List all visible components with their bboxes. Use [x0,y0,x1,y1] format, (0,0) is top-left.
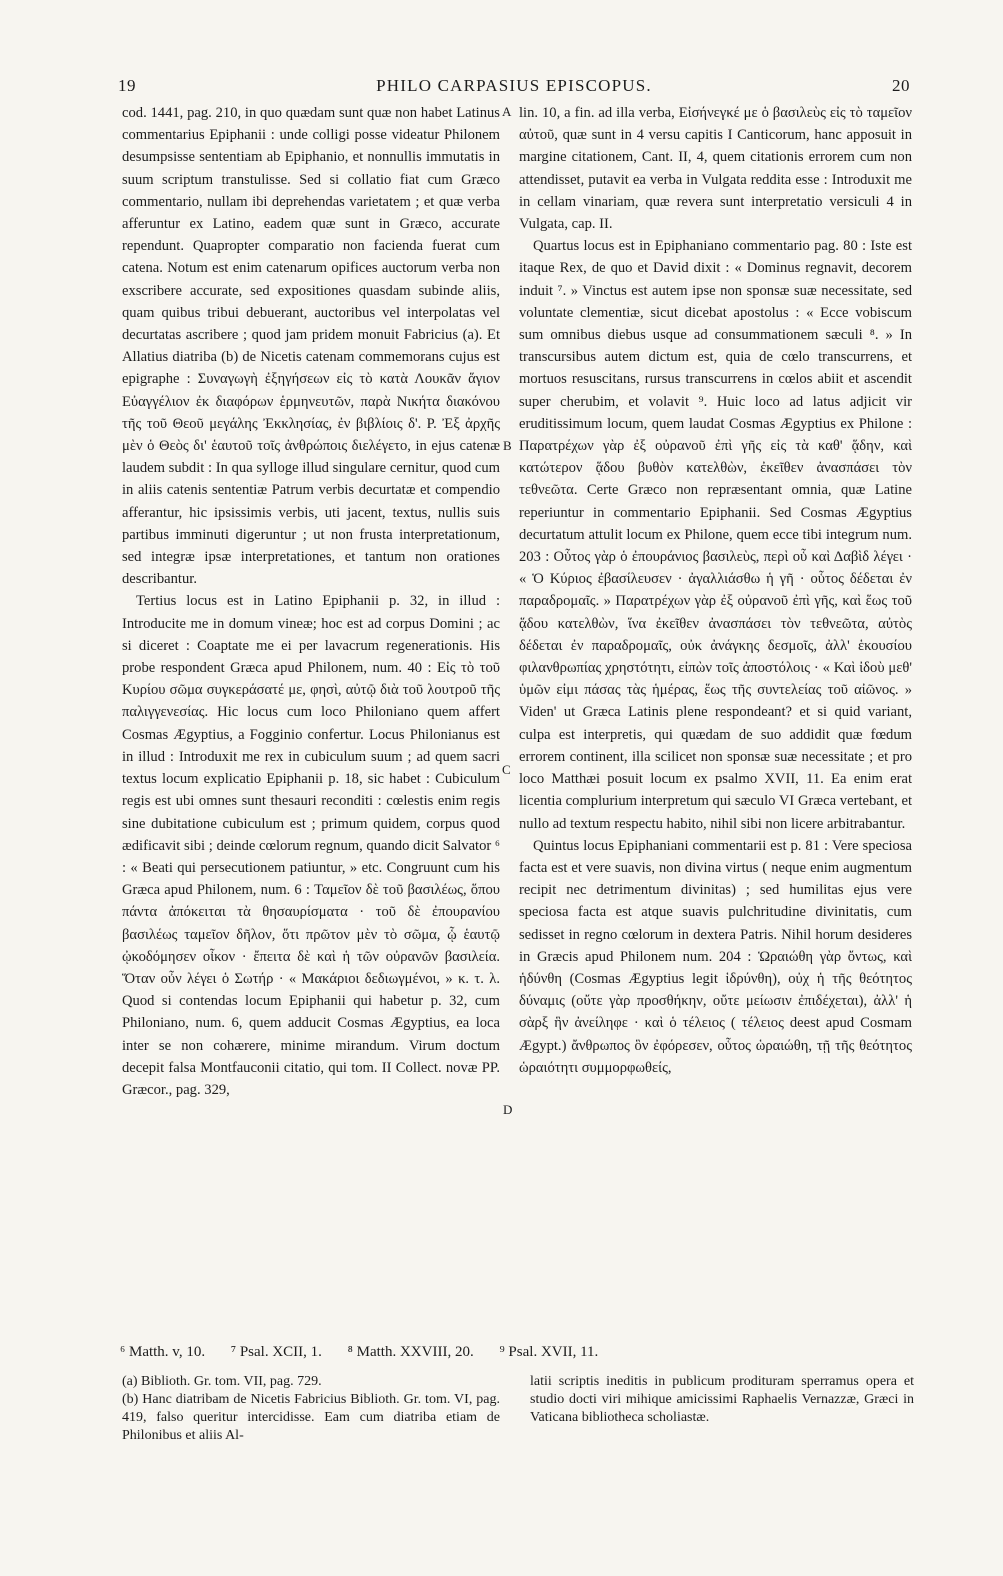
running-title: PHILO CARPASIUS EPISCOPUS. [376,76,652,95]
footnote: (a) Biblioth. Gr. tom. VII, pag. 729. [122,1374,322,1389]
footnotes-right [530,1373,914,1427]
left-column [122,102,500,1101]
section-marker-b: B [503,438,512,453]
section-marker-a: A [502,104,512,119]
footnote: latii scriptis ineditis in publicum prodituram sperramus opera et studio docti viri mihique amicissimi Raphaelis Vernazzæ, Græci in Vaticana bibliotheca scholiastæ. [530,1374,914,1425]
page-number-left: 19 [118,76,136,95]
reference: ⁹ Psal. XVII, 11. [499,1344,599,1360]
page-number-right: 20 [892,76,910,95]
reference: ⁸ Matth. XXVIII, 20. [347,1344,474,1360]
paragraph: cod. 1441, pag. 210, in quo quædam sunt quæ non habet Latinus commentarius Epiphanii : unde colligi posse videatur Philonem desumpsisse sententiam ab Epiphanio, et nonnullis immutatis in suum scriptum transtulisse. Sed si collatio fiat cum Græco commentario, nullam ibi deprehendas varietatem ; et quæ verba afferuntur ex Latino, eadem quæ sunt in Græco, accurate rependunt. Quapropter comparatio non facienda fuerat cum catena. Notum est enim catenarum opifices auctorum verba non exscribere accurate, sed expositiones quasdam subinde aliis, quam quibus tribui debuerant, auctoribus vel interpolatas vel decurtatas ascribere ; quod jam pridem monuit Fabricius (a). Et Allatius diatriba (b) de Nicetis catenam commemorans cujus est epigraphe : Συναγωγὴ ἐξηγήσεων εἰς τὸ κατὰ Λουκᾶν ἅγιον Εὐαγγέλιον ἐκ διαφόρων ἑρμηνευτῶν, παρὰ Νικήτα διακόνου τῆς τοῦ Θεοῦ μεγάλης Ἐκκλησίας, ἐν βιβλίοις δ'. P. Ἐξ ἀρχῆς μὲν ὁ Θεὸς δι' ἑαυτοῦ τοῖς ἀνθρώποις διελέγετο, in ejus catenæ laudem subdit : In qua sylloge illud singulare cernitur, quod cum in aliis catenis sententiæ Patrum verbis decurtatæ et compendio afferantur, hic ipsissimis verbis, uti jacent, textus, nullis suis partibus imminuti digeruntur ; ut non frusta interpretationum, sed integræ ipsæ interpretationes, et tantum non orationes describantur. [122,105,500,588]
reference: ⁶ Matth. v, 10. [120,1344,206,1360]
paragraph: lin. 10, a fin. ad illa verba, Εἰσήνεγκέ με ὁ βασιλεὺς εἰς τὸ ταμεῖον αὐτοῦ, quæ sunt in 4 versu capitis I Canticorum, hanc apposuit in margine citationem, Cant. II, 4, quem citationis errorem cum non attendisset, putavit ea verba in Vulgata reddita esse : Introduxit me in cellam vinariam, quæ revera sunt interpretatio versiculi 4 in Vulgata, cap. II. [519,105,912,233]
running-header [118,76,910,98]
section-marker-c: C [502,762,511,777]
paragraph: Quartus locus est in Epiphaniano commentario pag. 80 : Iste est itaque Rex, de quo et David dixit : « Dominus regnavit, decorem induit ⁷. » Vinctus est autem ipse non sponsæ suæ necessitate, sed voluntate clementiæ, sicut dicebat apostolus : « Ecce vobiscum sum omnibus diebus usque ad consummationem sæculi ⁸. » In transcursibus autem dictum est, quia de cœlo transcurrens, et mortuos resuscitans, rursus transcurrens in cœlos abiit et ascendit super cherubim, et volavit ⁹. Huic loco ad latus adjicit vir eruditissimum locum, quem laudat Cosmas Ægyptius ex Philone : Παρατρέχων γὰρ ἐξ οὐρανοῦ ἐπὶ γῆς εἰς τὰ καθ' ᾅδην, καὶ κατώτερον ᾅδου βυθὸν κατελθὼν, ἐκεῖθεν ἀνασπάσει τὸν τεθνεῶτα. Certe Græco non repræsentant omnia, quæ Latine reperiuntur in commentario Epiphanii. Sed Cosmas Ægyptius decurtatum attulit locum ex Philone, quem ecce tibi integrum num. 203 : Οὗτος γὰρ ὁ ἐπουράνιος βασιλεὺς, περὶ οὗ καὶ Δαβὶδ λέγει · « Ὁ Κύριος ἐβασίλευσεν · ἀγαλλιάσθω ἡ γῆ · οὗτος δέδεται ἐν παραδρομαῖς. » Παρατρέχων γὰρ ἐξ οὐρανοῦ ἐπὶ γῆς, καὶ ἕως τοῦ ᾅδου κατελθὼν, ἵνα ἐκεῖθεν ἀνασπάσει τὸν τεθνεῶτα, αὐτὸς δέδεται ἐν παραδρομαῖς, οὐκ ἀνάγκης δεσμοῖς, ἀλλ' ἑκουσίου φιλανθρωπίας χρηστότητι, εἰπὼν τοῖς ἀποστόλοις · « Καὶ ἰδοὺ μεθ' ὑμῶν εἰμι πάσας τὰς ἡμέρας, ἕως τῆς συντελείας τοῦ αἰῶνος. » Viden' ut Græca Latinis plene respondeant? et si quid variant, culpa est interpretis, qui quædam de suo addidit quæ fœdum errorem continent, illa scilicet non sponsæ suæ necessitate ; et pro loco Matthæi posuit locum ex psalmo XVII, 11. Ea enim erat licentia complurium interpretum qui sæculo VI Græca vertebant, et nullo ad textum respectu habito, nihil sibi non licere arbitrabantur. [519,238,912,832]
footnote: (b) Hanc diatribam de Nicetis Fabricius Biblioth. Gr. tom. VI, pag. 419, falso queritur intercidisse. Eam cum diatriba etiam de Philonibus et aliis Al- [122,1392,500,1443]
scripture-references [120,1342,912,1362]
paragraph: Quintus locus Epiphaniani commentarii est p. 81 : Vere speciosa facta est et vere suavis, non divina virtus ( neque enim augmentum recipit nec detrimentum divinitas) ; sed humilitas ejus vere speciosa facta est atque suavis pulchritudine divinitatis, cum sedisset in regno cœlorum in dextera Patris. Nihil horum desideres in Græcis apud Philonem num. 204 : Ὡραιώθη γὰρ ὄντως, καὶ ἡδύνθη (Cosmas Ægyptius legit ἱδρύνθη), οὐχ ἡ τῆς θεότητος δύναμις (οὔτε γὰρ προσθήκην, οὔτε μείωσιν ἐπιδέχεται), ἀλλ' ἡ σὰρξ ἣν ἀνείληφε · καὶ ὁ τέλειος ( τέλειος deest apud Cosmam Ægypt.) ἄνθρωπος ὃν ἐφόρεσεν, οὗτος ὡραιώθη, τῇ τῆς θεότητος ὡραιότητι συμμορφωθείς, [519,837,912,1076]
reference: ⁷ Psal. XCII, 1. [230,1344,322,1360]
right-column [519,102,912,1079]
paragraph: Tertius locus est in Latino Epiphanii p. 32, in illud : Introducite me in domum vineæ; hoc est ad corpus Domini ; ac si diceret : Coaptate me ei per lavacrum regenerationis. His probe respondent Græca apud Philonem, num. 40 : Εἰς τὸ τοῦ Κυρίου σῶμα συγκεράσατέ με, φησὶ, αὐτῷ διὰ τοῦ λουτροῦ τῆς παλιγγενεσίας. Hic locus cum loco Philoniano quem affert Cosmas Ægyptius, a Fogginio confertur. Locus Philonianus est in illud : Introduxit me rex in cubiculum suum ; ad quem sacri textus locum explicatio Epiphanii p. 18, sic habet : Cubiculum regis est ubi omnes sunt thesauri reconditi : cœlestis enim regis sine dubitatione cubiculum est ; primum quidem, corpus quod ædificavit sibi ; deinde cœlorum regnum, quando dicit Salvator ⁶ : « Beati qui persecutionem patiuntur, » etc. Congruunt cum his Græca apud Philonem, num. 6 : Ταμεῖον δὲ τοῦ βασιλέως, ὅπου πάντα ἀπόκειται τὰ θησαυρίσματα · τοῦ δὲ ἐπουρανίου βασιλέως ταμεῖον δῆλον, ὅτι πρῶτον μὲν τὸ σῶμα, ᾧ ἑαυτῷ ᾠκοδόμησεν οἶκον · ἔπειτα δὲ καὶ ἡ τῶν οὐρανῶν βασιλεία. Ὅταν οὖν λέγει ὁ Σωτήρ · « Μακάριοι δεδιωγμένοι, » κ. τ. λ. Quod si contendas locum Epiphanii qui habetur p. 32, cum Philoniano, num. 6, quem adducit Cosmas Ægyptius, ea loca inter se non cohærere, minime mirandum. Virum doctum decepit falsa Montfauconii citatio, qui tom. II Collect. novæ PP. Græcor., pag. 329, [122,593,500,1098]
footnotes-left [122,1373,500,1445]
section-marker-d: D [503,1102,513,1117]
